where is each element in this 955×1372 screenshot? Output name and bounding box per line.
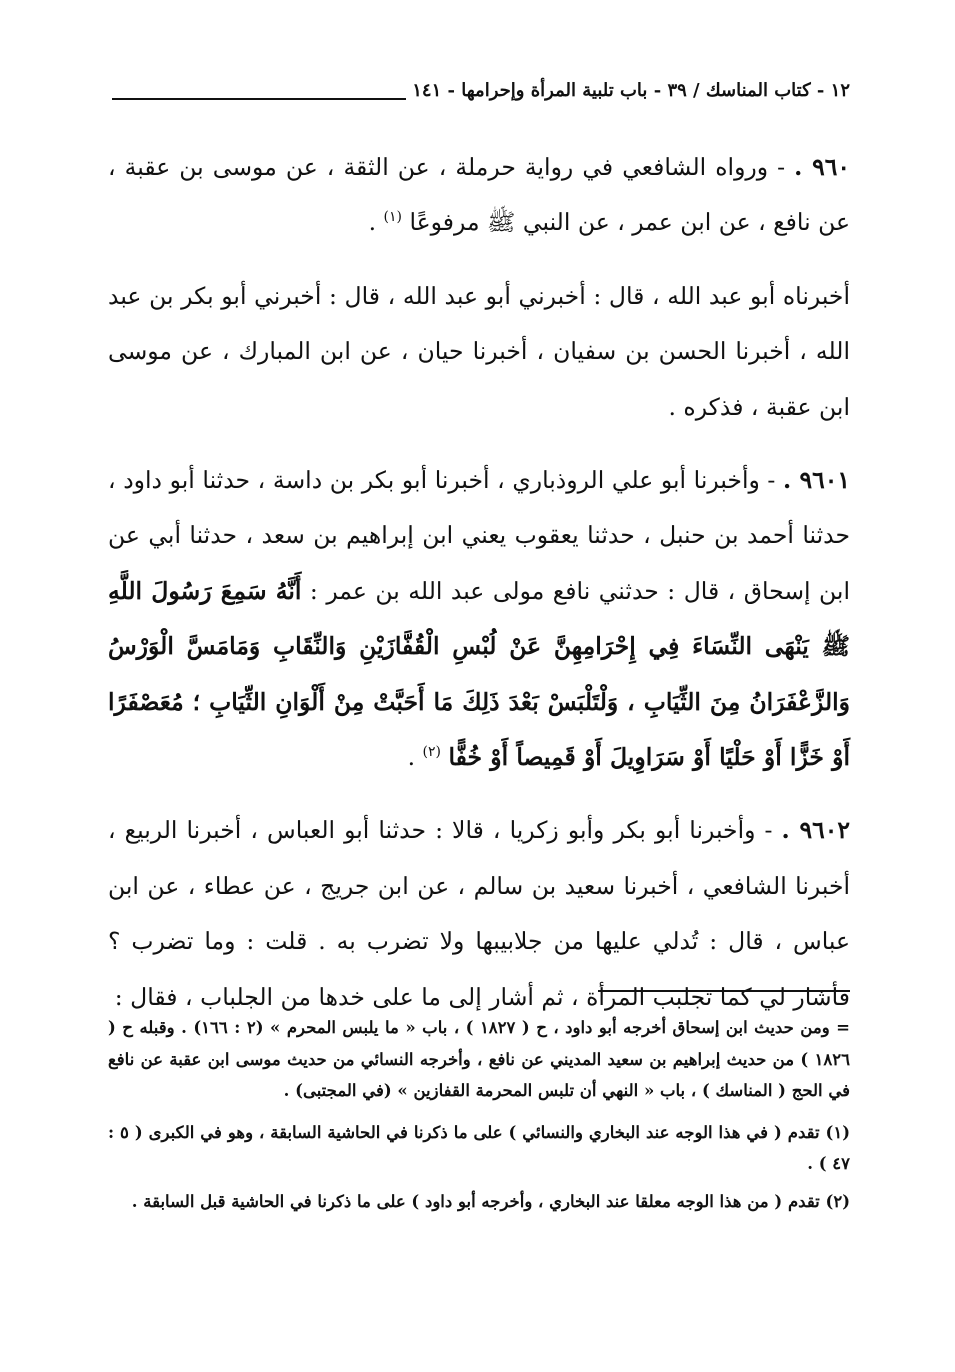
- footnote-ref: (٢): [422, 744, 442, 761]
- footnote-separator: [598, 990, 850, 992]
- paragraph-text: أخبرناه أبو عبد الله ، قال : أخبرني أبو عبد الله ، قال : أخبرني أبو بكر بن عبد الله ، أخبرنا الحسن بن سفيان ، أخبرنا حيان ، عن ابن المبارك ، عن موسى ابن عقبة ، فذكره .: [108, 281, 850, 421]
- footnote-continuation: = ومن حديث ابن إسحاق أخرجه أبو داود ، ح ( ١٨٢٧ ) ، باب « ما يلبس المحرم » (٢ : ١٦٦) . وقبله ح ( ١٨٢٦ ) من حديث إبراهيم بن سعيد المديني عن نافع ، وأخرجه النسائي من حديث موسى ابن عقبة عن نافع في الحج ( المناسك ) ، باب « النهي أن تلبس المحرمة القفازين » (في المجتبى) .: [108, 1018, 850, 1100]
- paragraph-end: .: [407, 743, 423, 772]
- hadith-matn: أَنَّهُ سَمِعَ رَسُولَ اللَّهِ ﷺ يَنْهَى النِّسَاءَ فِي إِحْرَامِهِنَّ عَنْ لُبْسِ الْقُفَّازَيْنِ وَالنِّقَابِ وَمَامَسَّ الْوَرْسُ وَالزَّعْفَرَانُ مِنَ الثِّيَابِ ، وَلْتَلْبَسْ بَعْدَ ذَلِكَ مَا أَحَبَّتْ مِنْ أَلْوَانِ الثِّيَابِ ؛ مُعَصْفَرًا أَوْ خَزًّا أَوْ حَلْيًا أَوْ سَرَاوِيلَ أَوْ قَمِيصاً أَوْ خُفًّا: [108, 576, 850, 772]
- isnad-paragraph: [108, 269, 850, 435]
- paragraph-end: .: [368, 208, 384, 237]
- paragraph-text: - وأخبرنا أبو علي الروذباري ، أخبرنا أبو بكر بن داسة ، حدثنا أبو داود ، حدثنا أحمد بن حنبل ، حدثنا يعقوب يعني ابن إبراهيم بن سعد ، حدثنا أبي عن ابن إسحاق ، قال : حدثني نافع مولى عبد الله بن عمر :: [108, 466, 850, 605]
- paragraph-text: - وأخبرنا أبو بكر وأبو زكريا ، قالا : حدثنا أبو العباس ، أخبرنا الربيع ، أخبرنا الشافعي ، أخبرنا سعيد بن سالم ، عن ابن جريج ، عن عطاء ، عن ابن عباس ، قال : تُدلي عليها من جلابيبها ولا تضرب به . قلت : وما تضرب ؟ فأشار لي كما تجلبب المرأة ، ثم أشار إلى ما على خدها من الجلباب ، فقال :: [108, 816, 850, 1011]
- main-text: [108, 140, 850, 1025]
- footnote-2: (٢) تقدم ( من هذا الوجه معلقا عند البخاري ، وأخرجه أبو داود ) على ما ذكرنا في الحاشية قبل السابقة .: [131, 1191, 850, 1211]
- header-title: ١٢ - كتاب المناسك / ٣٩ - باب تلبية المرأة وإحرامها - ١٤١: [406, 80, 850, 101]
- footnotes: [108, 1012, 850, 1223]
- footnote-1: (١) تقدم ( في هذا الوجه عند البخاري والنسائي ) على ما ذكرنا في الحاشية السابقة ، وهو في الكبرى ( ٥ : ٤٧ ) .: [108, 1122, 851, 1173]
- running-header: [112, 78, 850, 112]
- hadith-9601: [108, 453, 850, 785]
- footnote-ref: (١): [383, 209, 402, 226]
- paragraph-text: - ورواه الشافعي في رواية حرملة ، عن الثقة ، عن موسى بن عقبة ، عن نافع ، عن ابن عمر ، عن النبي ﷺ مرفوعًا: [108, 153, 850, 237]
- hadith-number: ٩٦٠١ .: [783, 466, 851, 495]
- hadith-number: ٩٦٠ .: [794, 153, 850, 181]
- hadith-960: [108, 140, 850, 251]
- hadith-number: ٩٦٠٢ .: [781, 816, 850, 845]
